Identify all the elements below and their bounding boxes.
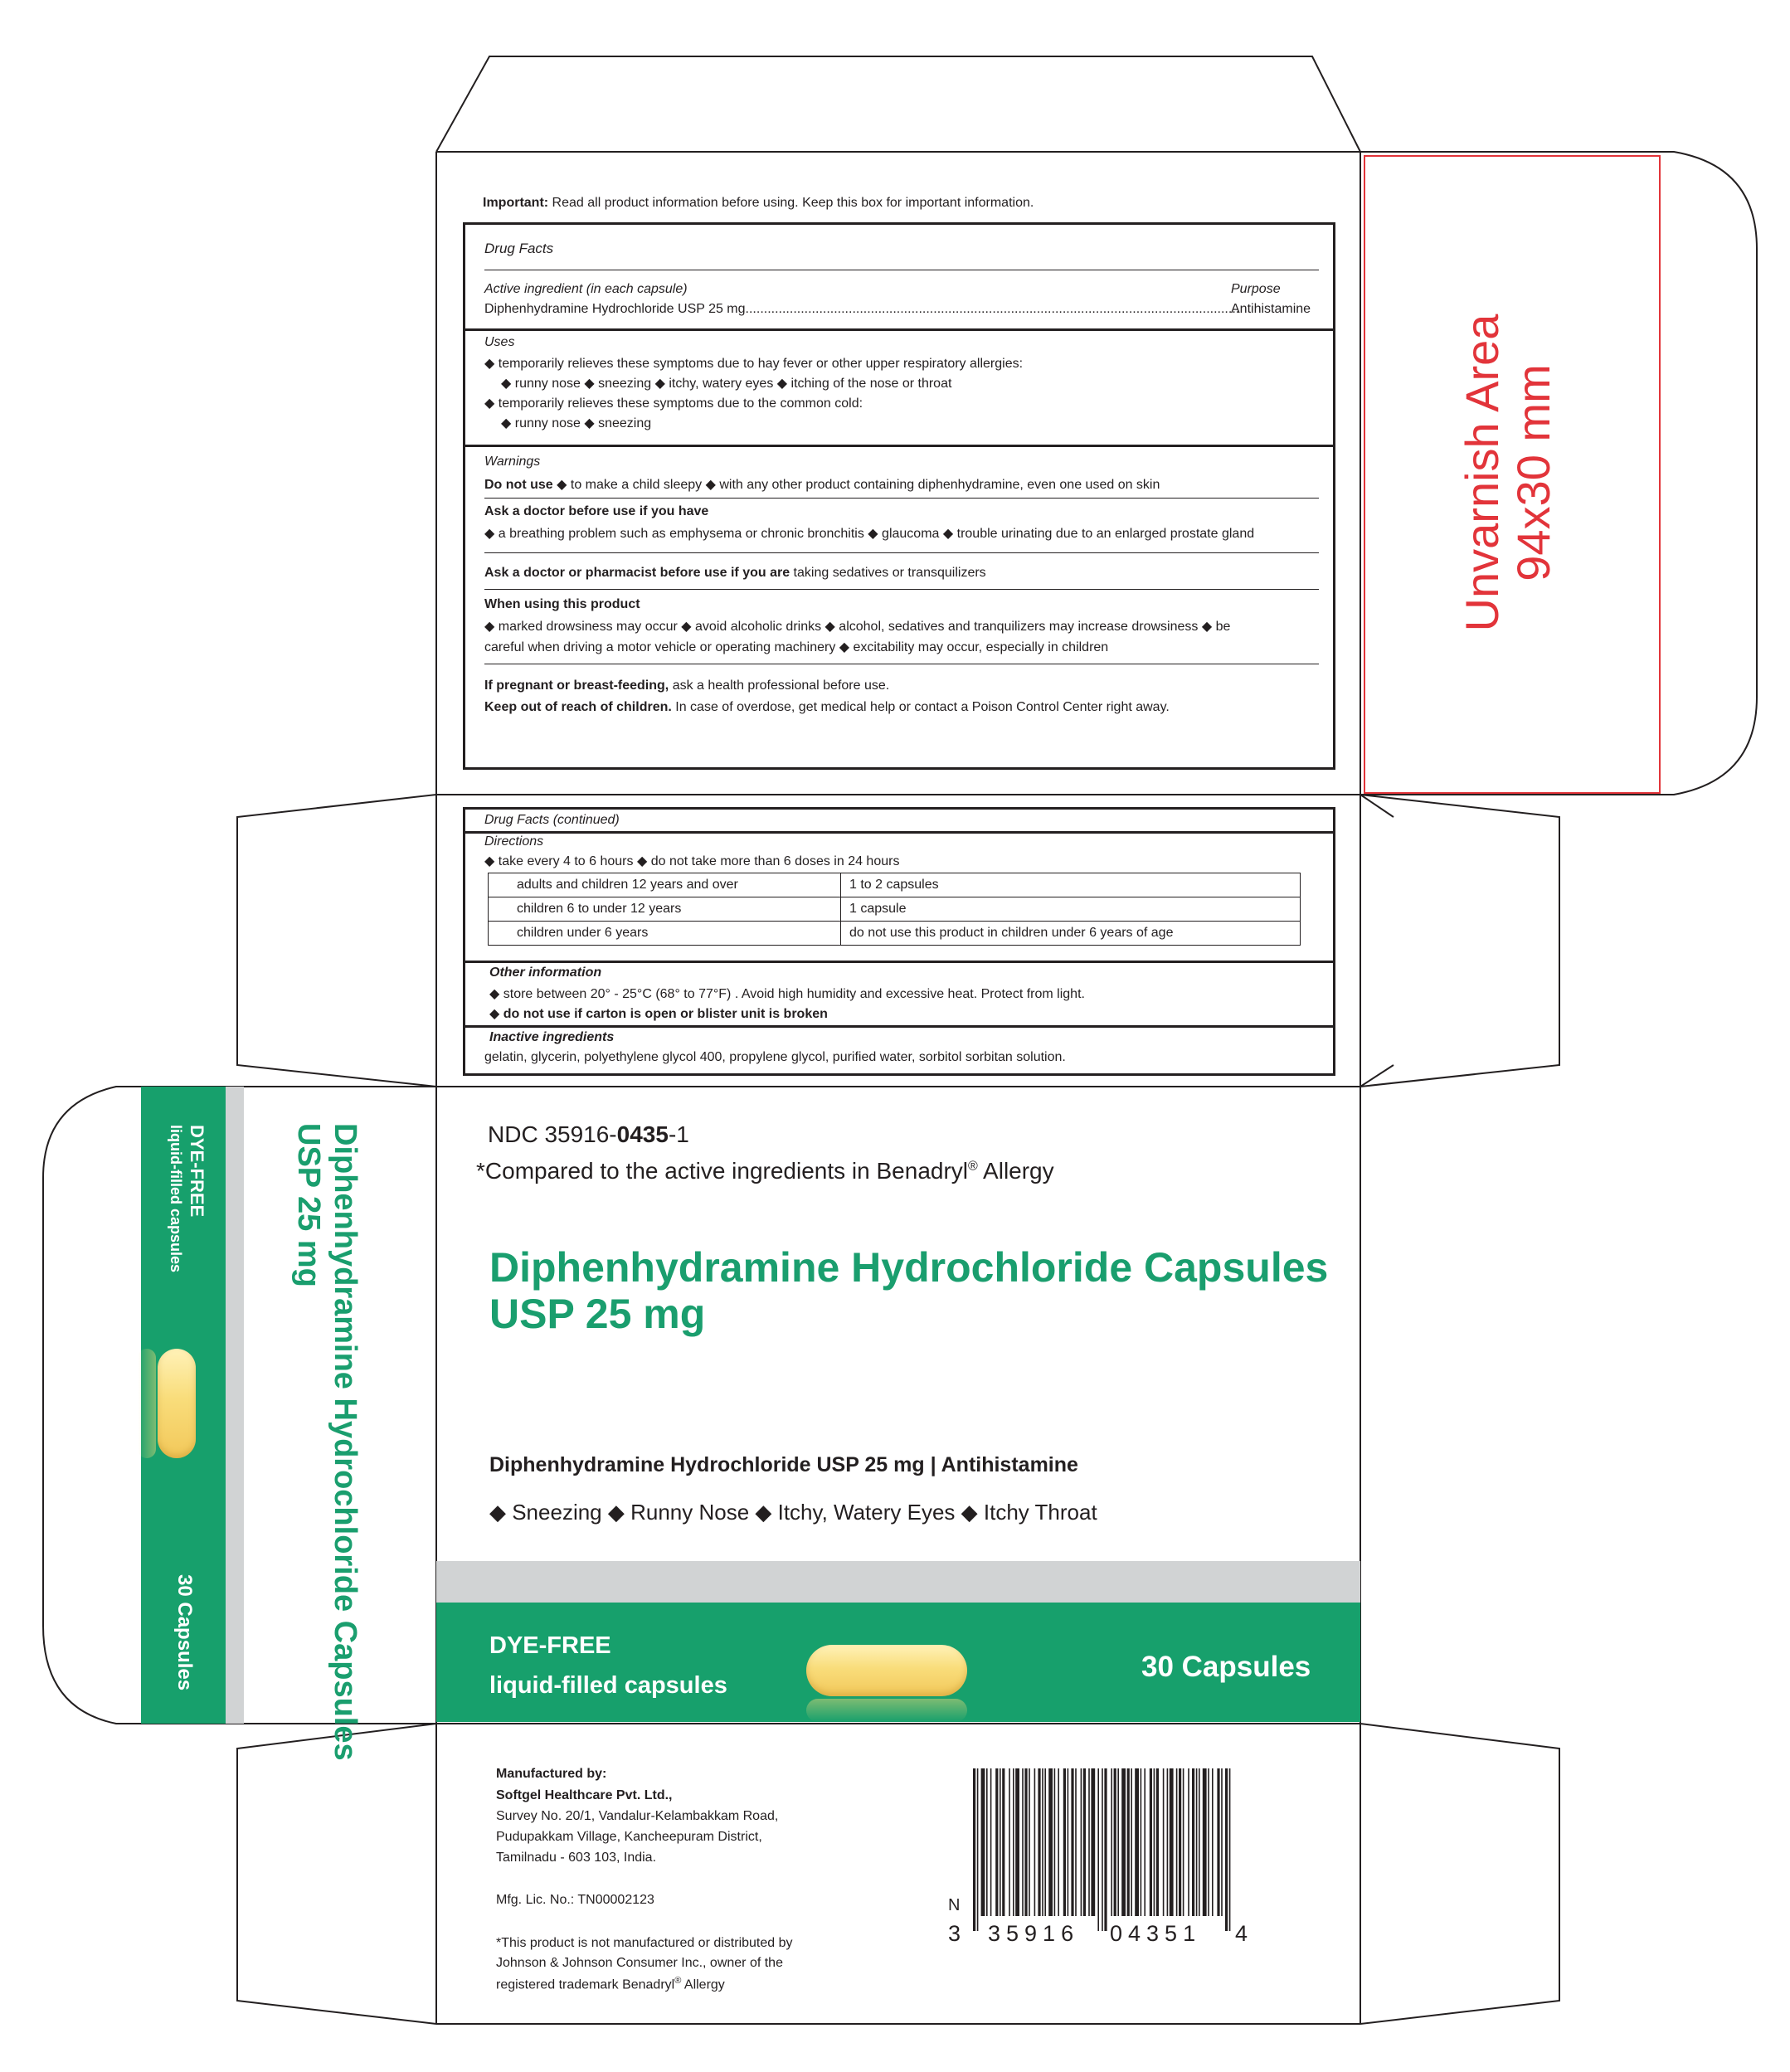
active-ingredient-header: Active ingredient (in each capsule) [484,282,688,296]
barcode-bar [1009,1768,1010,1916]
barcode-check-digit: 4 [1235,1921,1248,1946]
dose-cell: 1 capsule [841,897,1301,922]
barcode-bar [1048,1768,1053,1916]
side-liquid-filled-label: liquid-filled capsules [168,1125,184,1273]
barcode-bar [981,1768,985,1916]
purpose-value: Antihistamine [1231,302,1311,316]
other-info-line: ◆ do not use if carton is open or blister unit is broken [489,1007,828,1021]
barcode-bar [1121,1768,1126,1916]
barcode-bar [1063,1768,1066,1916]
side-capsule-count: 30 Capsules [173,1574,196,1691]
barcode-bar [1042,1768,1043,1916]
barcode-bar [1179,1768,1181,1916]
barcode-bar [1167,1768,1169,1916]
barcode-bar [1183,1768,1184,1916]
barcode-bar [1097,1768,1099,1931]
barcode-bar [1203,1768,1207,1916]
compared-note: *Compared to the active ingredients in Benadryl® Allergy [476,1158,1054,1184]
barcode-bar [1104,1768,1107,1931]
barcode-bar [1088,1768,1090,1916]
ask-doctor-text: ◆ a breathing problem such as emphysema or chronic bronchitis ◆ glaucoma ◆ trouble urinating due to an enlarged prostate gland [484,527,1255,541]
purpose-header: Purpose [1231,282,1281,296]
section-divider [463,1025,1333,1028]
barcode-bar [1034,1768,1036,1916]
barcode-bar [1068,1768,1069,1916]
barcode-bar [1013,1768,1014,1916]
barcode-bar [1083,1768,1086,1916]
side-capsule-reflection [138,1349,156,1458]
barcode-bar [1199,1768,1200,1916]
divider [484,552,1319,553]
manufacturer-address: Survey No. 20/1, Vandalur-Kelambakkam Road, [496,1809,779,1823]
when-using-line: careful when driving a motor vehicle or operating machinery ◆ excitability may occur, especially in children [484,640,1109,654]
uses-line: ◆ temporarily relieves these symptoms due to hay fever or other upper respiratory allergies: [484,357,1024,371]
barcode-bar [1150,1768,1152,1916]
age-cell: children under 6 years [489,922,841,946]
directions-line: ◆ take every 4 to 6 hours ◆ do not take more than 6 doses in 24 hours [484,854,900,868]
product-name: Diphenhydramine Hydrochloride Capsules USP 25 mg [489,1244,1329,1337]
barcode-bar [1022,1768,1024,1916]
barcode-bar [1102,1768,1103,1931]
drug-facts-continued-title: Drug Facts (continued) [484,813,620,827]
side-product-name: Diphenhydramine Hydrochloride Capsules USP 25 mg [291,1123,362,1761]
disclaimer-line: Johnson & Johnson Consumer Inc., owner of the [496,1956,783,1970]
barcode-bar [1225,1768,1228,1931]
barcode [948,1765,1248,1972]
barcode-bar [1212,1768,1214,1916]
barcode-bar [1114,1768,1116,1916]
barcode-bar [1188,1768,1189,1916]
grey-band [436,1561,1360,1603]
barcode-bar [1127,1768,1130,1916]
manufacturer-name: Softgel Healthcare Pvt. Ltd., [496,1788,673,1802]
barcode-digits-right: 04351 [1110,1921,1202,1946]
barcode-bar [1015,1768,1019,1916]
section-divider [463,445,1333,447]
liquid-filled-label: liquid-filled capsules [489,1672,727,1699]
barcode-bar [1144,1768,1146,1916]
side-grey-band [226,1087,244,1724]
manufacturing-license: Mfg. Lic. No.: TN00002123 [496,1893,654,1907]
important-notice: Important: Read all product information before using. Keep this box for important information. [483,196,1034,210]
section-divider [463,831,1333,834]
barcode-bar [995,1768,998,1916]
table-row [489,922,1301,946]
drug-facts-title: Drug Facts [484,241,554,256]
active-ingredient-line: Diphenhydramine Hydrochloride USP 25 mg...................................................................................................................................... [484,302,1240,316]
table-row [489,897,1301,922]
barcode-bar [1221,1768,1223,1916]
barcode-bar [1170,1768,1174,1916]
warnings-title: Warnings [484,455,541,469]
pregnant-line: If pregnant or breast-feeding, ask a health professional before use. [484,679,890,693]
section-divider [463,328,1333,331]
barcode-bar [1135,1768,1139,1916]
when-using-title: When using this product [484,597,640,611]
barcode-bar [1117,1768,1119,1916]
other-info-line: ◆ store between 20° - 25°C (68° to 77°F) . Avoid high humidity and excessive heat. Protect from light. [489,987,1085,1001]
when-using-line: ◆ marked drowsiness may occur ◆ avoid alcoholic drinks ◆ alcohol, sedatives and tranquilizers may increase drowsiness ◆ be [484,620,1231,634]
ndc-number: NDC 35916-0435-1 [488,1121,689,1147]
age-cell: children 6 to under 12 years [489,897,841,922]
capsule-count: 30 Capsules [1141,1651,1311,1683]
barcode-bar [1075,1768,1077,1916]
keep-out-line: Keep out of reach of children. In case of overdose, get medical help or contact a Poison Control Center right away. [484,700,1170,714]
ask-doctor-title: Ask a doctor before use if you have [484,504,709,518]
barcode-n-mark: N [948,1896,961,1914]
barcode-digits-mid: 35916 [988,1921,1080,1946]
inactive-text: gelatin, glycerin, polyethylene glycol 400, propylene glycol, purified water, sorbitol sorbitan solution. [484,1050,1066,1064]
barcode-bar [1044,1768,1046,1916]
barcode-bar [1208,1768,1209,1916]
barcode-bar [1058,1768,1059,1916]
divider [484,498,1319,499]
product-subtitle: Diphenhydramine Hydrochloride USP 25 mg | Antihistamine [489,1453,1078,1476]
directions-title: Directions [484,834,544,849]
barcode-bar [1000,1768,1001,1916]
barcode-bar [1176,1768,1178,1916]
manufacturer-address: Tamilnadu - 603 103, India. [496,1851,657,1865]
ask-pharmacist-line: Ask a doctor or pharmacist before use if you are taking sedatives or transquilizers [484,566,986,580]
barcode-bar [1081,1768,1082,1916]
barcode-bar [1156,1768,1159,1916]
uses-line: ◆ temporarily relieves these symptoms due to the common cold: [484,396,863,411]
divider [484,589,1319,590]
side-dye-free-label: DYE-FREE [187,1125,207,1218]
age-cell: adults and children 12 years and over [489,873,841,897]
barcode-bar [1111,1768,1112,1916]
barcode-bar [986,1768,988,1916]
barcode-bar [990,1768,992,1916]
other-info-title: Other information [489,965,602,980]
dose-cell: do not use this product in children under 6 years of age [841,922,1301,946]
barcode-bar [1024,1768,1027,1916]
barcode-bar [1131,1768,1132,1916]
disclaimer-line: registered trademark Benadryl® Allergy [496,1976,725,1992]
barcode-bar [1071,1768,1073,1916]
barcode-bar [1029,1768,1030,1916]
barcode-bar [1091,1768,1095,1916]
section-divider [463,961,1333,963]
dye-free-label: DYE-FREE [489,1632,611,1659]
uses-title: Uses [484,335,515,349]
barcode-bar [1196,1768,1198,1916]
capsule-reflection [806,1699,967,1722]
dose-cell: 1 to 2 capsules [841,873,1301,897]
barcode-bar [1054,1768,1056,1916]
barcode-digit-left: 3 [948,1921,961,1946]
uses-line: ◆ runny nose ◆ sneezing ◆ itchy, watery eyes ◆ itching of the nose or throat [501,377,952,391]
inactive-title: Inactive ingredients [489,1030,615,1044]
barcode-bar [1217,1768,1219,1916]
barcode-bar [1163,1768,1165,1916]
capsule-image [806,1645,967,1696]
symptoms-line: ◆ Sneezing ◆ Runny Nose ◆ Itchy, Watery Eyes ◆ Itchy Throat [489,1500,1097,1525]
barcode-bar [1229,1768,1231,1931]
barcode-bar [1141,1768,1142,1916]
barcode-bar [973,1768,975,1931]
manufactured-by-label: Manufactured by: [496,1767,607,1781]
dosage-table [488,873,1301,946]
barcode-bar [1002,1768,1004,1916]
barcode-bar [1038,1768,1040,1916]
barcode-bar [1192,1768,1194,1916]
disclaimer-line: *This product is not manufactured or distributed by [496,1936,793,1950]
barcode-bar [1154,1768,1155,1916]
manufacturer-address: Pudupakkam Village, Kancheepuram District, [496,1830,762,1844]
unvarnish-area-label: Unvarnish Area 94x30 mm [1456,314,1559,632]
uses-line: ◆ runny nose ◆ sneezing [501,416,652,430]
barcode-bar [977,1768,979,1931]
dot-leader: ...................................................................................................................................... [745,302,1240,316]
do-not-use-line: Do not use ◆ to make a child sleepy ◆ with any other product containing diphenhydramine, even one used on skin [484,478,1160,492]
side-capsule-image [158,1349,196,1458]
table-row [489,873,1301,897]
